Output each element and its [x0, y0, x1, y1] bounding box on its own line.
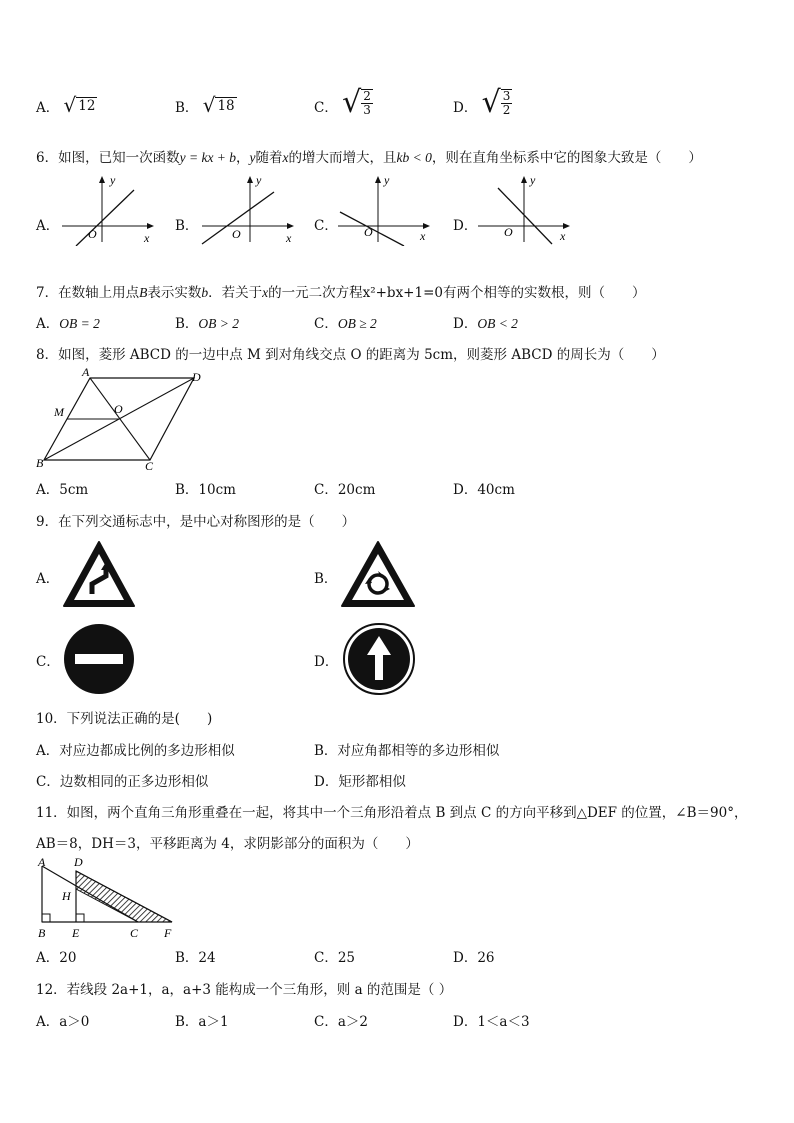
q6-option-a-label: A． — [36, 218, 60, 234]
q6-option-b-label: B． — [175, 218, 199, 234]
svg-text:y: y — [256, 173, 262, 187]
q8-option-d: D．40cm — [453, 482, 515, 498]
q6-graph-a — [58, 172, 158, 246]
q6-option-d-label: D． — [453, 218, 478, 234]
q11-question-line1: 11．如图，两个直角三角形重叠在一起，将其中一个三角形沿着点 B 到点 C 的方向平移到△DEF 的位置，∠B＝90°， — [36, 805, 748, 821]
q11-question-line2: AB＝8，DH＝3，平移距离为 4，求阴影部分的面积为（ ） — [36, 836, 419, 852]
svg-text:D: D — [74, 855, 83, 869]
q10-option-d: D．矩形都相似 — [314, 774, 406, 790]
sqrt-expression: √ 18 — [202, 93, 235, 117]
q11-option-a: A．20 — [36, 950, 77, 966]
svg-text:D: D — [192, 370, 201, 384]
svg-text:B: B — [36, 456, 44, 470]
sqrt-expression: √ 12 — [63, 93, 96, 117]
q10-option-b: B．对应角都相等的多边形相似 — [314, 743, 500, 759]
svg-text:F: F — [164, 926, 172, 940]
q8-option-b: B．10cm — [175, 482, 236, 498]
svg-text:y: y — [110, 173, 116, 187]
svg-text:O: O — [364, 225, 373, 239]
q10-option-a: A．对应边都成比例的多边形相似 — [36, 743, 235, 759]
sqrt-fraction: √ $\frac{2}{3}$ — [342, 85, 371, 120]
q6-graph-c — [334, 172, 434, 246]
q11-option-c: C．25 — [314, 950, 356, 966]
q6-question: 6．如图，已知一次函数y = kx + b，y随着x的增大而增大，且kb < 0，则在直角坐标系中它的图象大致是（ ） — [36, 150, 702, 166]
q8-rhombus-figure — [34, 366, 214, 474]
svg-text:O: O — [114, 402, 123, 416]
q11-triangle-figure — [32, 854, 182, 942]
q7-option-b: B．OB > 2 — [175, 316, 240, 332]
q9-option-b-label: B． — [314, 571, 338, 587]
svg-text:y: y — [530, 173, 536, 187]
q12-option-a: A．a＞0 — [36, 1014, 90, 1030]
q9-option-d-label: D． — [314, 654, 339, 670]
q12-option-d: D．1＜a＜3 — [453, 1014, 530, 1030]
q5-option-b: B． √ 18 — [175, 93, 235, 117]
q7-option-a: A．OB = 2 — [36, 316, 100, 332]
q10-question: 10．下列说法正确的是( ) — [36, 711, 213, 727]
svg-text:B: B — [38, 926, 46, 940]
q12-question: 12．若线段 2a+1，a，a+3 能构成一个三角形，则 a 的范围是（ ） — [36, 982, 453, 998]
svg-text:x: x — [420, 229, 426, 243]
q7-option-c: C．OB ≥ 2 — [314, 316, 377, 332]
svg-text:C: C — [130, 926, 139, 940]
q8-question: 8．如图，菱形 ABCD 的一边中点 M 到对角线交点 O 的距离为 5cm，则菱形 ABCD 的周长为（ ） — [36, 347, 665, 363]
svg-text:C: C — [145, 459, 154, 473]
q6-option-c-label: C． — [314, 218, 338, 234]
q9-option-a-label: A． — [36, 571, 60, 587]
q11-option-b: B．24 — [175, 950, 216, 966]
no-entry-sign-icon — [60, 622, 138, 696]
q11-option-d: D．26 — [453, 950, 495, 966]
svg-text:x: x — [560, 229, 566, 243]
svg-text:O: O — [232, 227, 241, 241]
svg-text:x: x — [144, 231, 150, 245]
svg-text:H: H — [62, 889, 71, 903]
svg-text:E: E — [72, 926, 80, 940]
svg-text:A: A — [38, 855, 46, 869]
q8-option-a: A．5cm — [36, 482, 89, 498]
zigzag-road-sign-icon — [60, 538, 138, 612]
straight-ahead-sign-icon — [340, 622, 418, 696]
q5-option-d: D． √ $\frac{3}{2}$ — [453, 85, 511, 120]
q9-question: 9．在下列交通标志中，是中心对称图形的是（ ） — [36, 514, 356, 530]
q5-option-a: A． √ 12 — [36, 93, 96, 117]
q5-option-c: C． √ $\frac{2}{3}$ — [314, 85, 371, 120]
svg-text:M: M — [54, 405, 64, 419]
svg-text:y: y — [384, 173, 390, 187]
q6-graph-b — [198, 172, 298, 246]
q6-graph-d — [474, 172, 574, 246]
q12-option-c: C．a＞2 — [314, 1014, 368, 1030]
svg-text:x: x — [286, 231, 292, 245]
q8-option-c: C．20cm — [314, 482, 376, 498]
q7-option-d: D．OB < 2 — [453, 316, 518, 332]
q12-option-b: B．a＞1 — [175, 1014, 229, 1030]
q7-question: 7．在数轴上用点B表示实数b．若关于x的一元二次方程x²+bx+1=0有两个相等的实数根，则（ ） — [36, 285, 646, 301]
svg-text:A: A — [82, 366, 90, 379]
sqrt-fraction: √ $\frac{3}{2}$ — [481, 85, 511, 120]
svg-text:O: O — [88, 227, 97, 241]
q10-option-c: C．边数相同的正多边形相似 — [36, 774, 209, 790]
q9-option-c-label: C． — [36, 654, 60, 670]
roundabout-sign-icon — [338, 538, 418, 612]
svg-text:O: O — [504, 225, 513, 239]
